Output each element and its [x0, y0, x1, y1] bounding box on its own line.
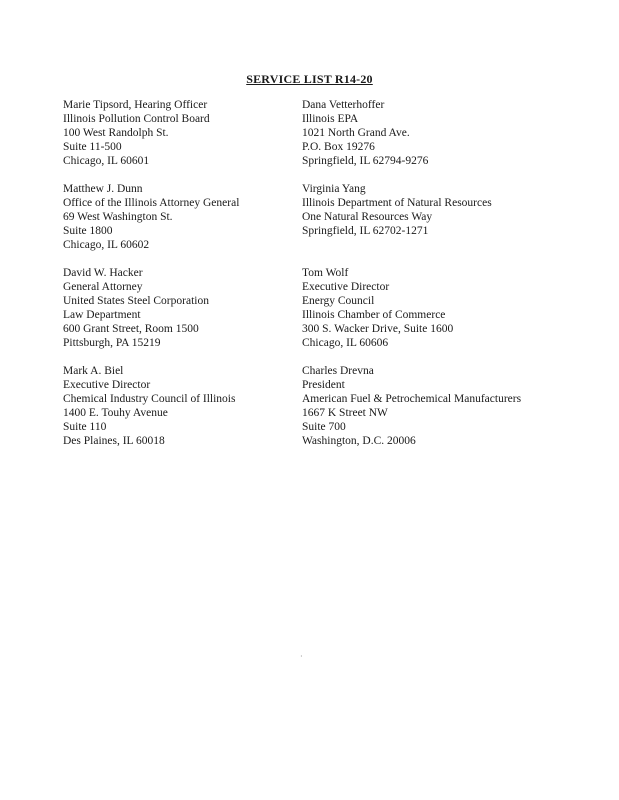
- entry-line: Springfield, IL 62702-1271: [302, 225, 429, 237]
- service-entry-yang: [302, 182, 602, 238]
- entry-line: 69 West Washington St.: [63, 211, 173, 223]
- entry-line: David W. Hacker: [63, 267, 143, 279]
- entry-line: President: [302, 379, 345, 391]
- service-list-right-column: [302, 98, 602, 462]
- entry-line: Virginia Yang: [302, 183, 366, 195]
- entry-line: 300 S. Wacker Drive, Suite 1600: [302, 323, 454, 335]
- entry-line: Des Plaines, IL 60018: [63, 435, 165, 447]
- entry-line: Energy Council: [302, 295, 375, 307]
- entry-line: Illinois Department of Natural Resources: [302, 197, 492, 209]
- entry-line: Illinois Pollution Control Board: [63, 113, 210, 125]
- service-entry-biel: [63, 364, 293, 448]
- entry-line: 1021 North Grand Ave.: [302, 127, 410, 139]
- entry-line: Chicago, IL 60606: [302, 337, 389, 349]
- entry-line: Chicago, IL 60601: [63, 155, 150, 167]
- page-title: SERVICE LIST R14-20: [246, 72, 373, 86]
- service-entry-hacker: [63, 266, 293, 350]
- entry-line: Mark A. Biel: [63, 365, 124, 377]
- entry-line: One Natural Resources Way: [302, 211, 433, 223]
- service-entry-drevna: [302, 364, 602, 448]
- entry-line: Suite 11-500: [63, 141, 122, 153]
- page-mark: ·: [300, 652, 303, 661]
- entry-line: Pittsburgh, PA 15219: [63, 337, 161, 349]
- entry-line: 100 West Randolph St.: [63, 127, 169, 139]
- entry-line: Chemical Industry Council of Illinois: [63, 393, 236, 405]
- entry-line: Suite 700: [302, 421, 346, 433]
- entry-line: Office of the Illinois Attorney General: [63, 197, 240, 209]
- entry-line: 1667 K Street NW: [302, 407, 388, 419]
- entry-line: Marie Tipsord, Hearing Officer: [63, 99, 208, 111]
- entry-line: Chicago, IL 60602: [63, 239, 150, 251]
- entry-line: Illinois EPA: [302, 113, 359, 125]
- service-list-left-column: [63, 98, 293, 462]
- entry-line: Dana Vetterhoffer: [302, 99, 385, 111]
- entry-line: Law Department: [63, 309, 141, 321]
- entry-line: 1400 E. Touhy Avenue: [63, 407, 168, 419]
- entry-line: Executive Director: [302, 281, 390, 293]
- entry-line: Illinois Chamber of Commerce: [302, 309, 446, 321]
- entry-line: Washington, D.C. 20006: [302, 435, 416, 447]
- entry-line: Suite 1800: [63, 225, 113, 237]
- entry-line: General Attorney: [63, 281, 143, 293]
- entry-line: 600 Grant Street, Room 1500: [63, 323, 199, 335]
- entry-line: Springfield, IL 62794-9276: [302, 155, 429, 167]
- entry-line: American Fuel & Petrochemical Manufacturers: [302, 393, 522, 405]
- entry-line: Charles Drevna: [302, 365, 374, 377]
- entry-line: P.O. Box 19276: [302, 141, 375, 153]
- service-entry-dunn: [63, 182, 293, 252]
- entry-line: Executive Director: [63, 379, 151, 391]
- service-entry-wolf: [302, 266, 602, 350]
- entry-line: Matthew J. Dunn: [63, 183, 143, 195]
- entry-line: Tom Wolf: [302, 267, 349, 279]
- service-entry-tipsord: [63, 98, 293, 168]
- entry-line: Suite 110: [63, 421, 107, 433]
- service-entry-vetterhoffer: [302, 98, 602, 168]
- entry-line: United States Steel Corporation: [63, 295, 209, 307]
